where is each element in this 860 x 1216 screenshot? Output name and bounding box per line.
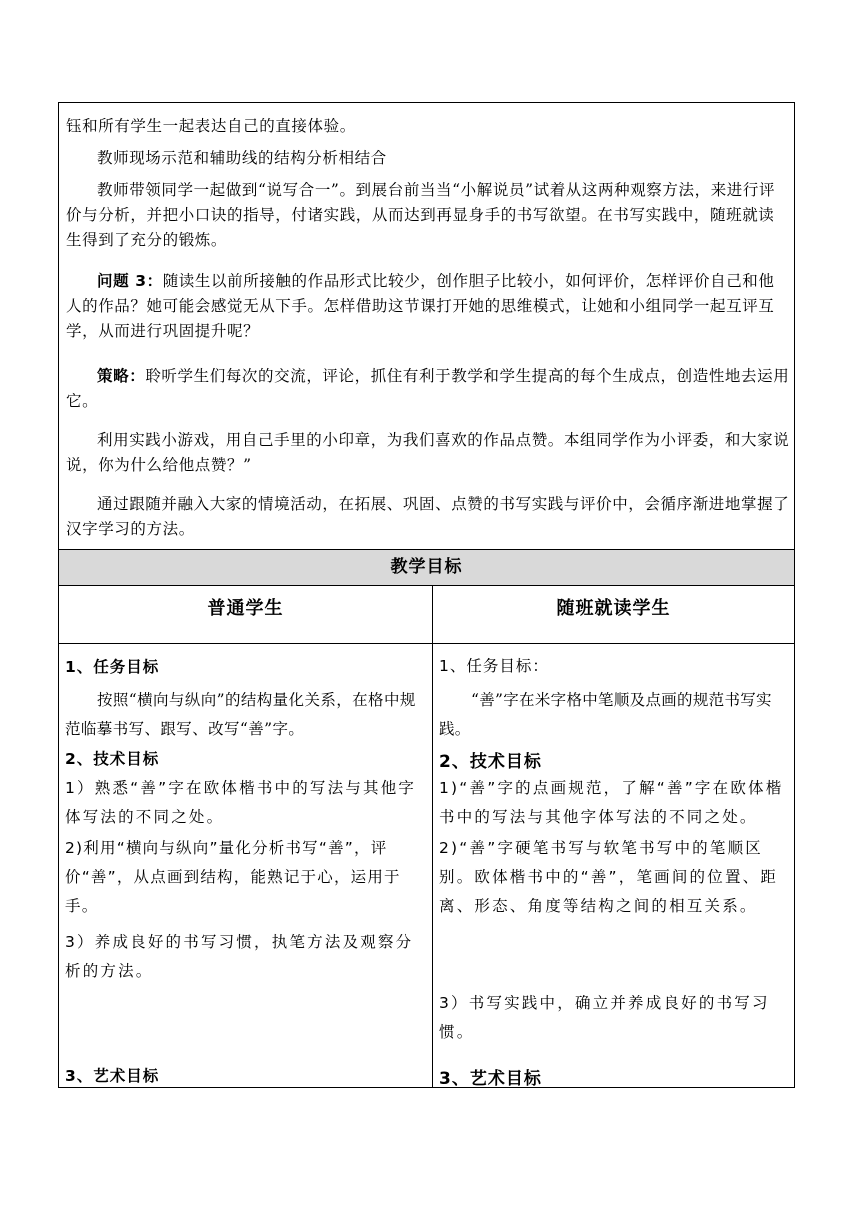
narrative-box [58,102,795,550]
strategy-text: 聆听学生们每次的交流，评论，抓住有利于教学和学生提高的每个生成点，创造性地去运用它。 [66,367,790,410]
left-heading-task-goals: 1、任务目标 [65,658,160,676]
paragraph-2: 教师现场示范和辅助线的结构分析相结合 [97,149,387,167]
question-text: 随读生以前所接触的作品形式比较少，创作胆子比较小，如何评价，怎样评价自己和他人的作品？她可能会感觉无从下手。怎样借助这节课打开她的思维模式，让她和小组同学一起互评互学，从而进行巩固提升呢？ [66,272,775,340]
left-technical-goal-1: 1）熟悉“善”字在欧体楷书中的写法与其他字体写法的不同之处。 [65,779,417,826]
left-technical-goal-2: 2)利用“横向与纵向”量化分析书写“善”，评价“善”，从点画到结构，能熟记于心，运用于手。 [65,839,401,915]
strategy-label: 策略： [97,367,146,385]
question-label: 问题 3： [97,272,163,290]
right-technical-goal-3: 3）书写实践中，确立并养成良好的书写习惯。 [439,994,770,1041]
goals-regular-students [58,644,433,1088]
right-heading-technical-goals: 2、技术目标 [439,752,542,772]
right-task-goals-text: “善”字在米字格中笔顺及点画的规范书写实践。 [439,691,772,738]
right-technical-goal-2: 2)“善”字硬笔书写与软笔书写中的笔顺区别。欧体楷书中的“善”，笔画间的位置、距离、形态、角度等结构之间的相互关系。 [439,839,779,915]
left-technical-goal-3: 3）养成良好的书写习惯，执笔方法及观察分析的方法。 [65,933,414,980]
paragraph-3: 教师带领同学一起做到“说写合一”。到展台前当当“小解说员”试着从这两种观察方法，来进行评价与分析，并把小口诀的指导，付诸实践，从而达到再显身手的书写欲望。在书写实践中，随班就读生得到了充分的锻炼。 [66,181,776,249]
teaching-goals-header: 教学目标 [58,550,795,586]
paragraph-7: 通过跟随并融入大家的情境活动，在拓展、巩固、点赞的书写实践与评价中，会循序渐进地掌握了汉字学习的方法。 [66,495,790,538]
paragraph-question-3 [66,269,790,344]
left-heading-technical-goals: 2、技术目标 [65,750,160,768]
left-task-goals-text: 按照“横向与纵向”的结构量化关系，在格中规范临摹书写、跟写、改写“善”字。 [65,691,416,738]
paragraph-strategy [66,364,790,414]
right-heading-art-goals: 3、艺术目标 [439,1069,542,1089]
goals-inclusion-students [432,644,795,1088]
column-header-inclusion-students: 随班就读学生 [432,586,795,644]
left-heading-art-goals: 3、艺术目标 [65,1067,160,1085]
right-heading-task-goals: 1、任务目标： [439,657,549,675]
right-technical-goal-1: 1)“善”字的点画规范，了解“善”字在欧体楷书中的写法与其他字体写法的不同之处。 [439,779,784,826]
paragraph-6: 利用实践小游戏，用自己手里的小印章，为我们喜欢的作品点赞。本组同学作为小评委，和大家说说，你为什么给他点赞？” [66,431,790,474]
paragraph-1: 钰和所有学生一起表达自己的直接体验。 [66,117,356,135]
column-header-regular-students: 普通学生 [58,586,433,644]
